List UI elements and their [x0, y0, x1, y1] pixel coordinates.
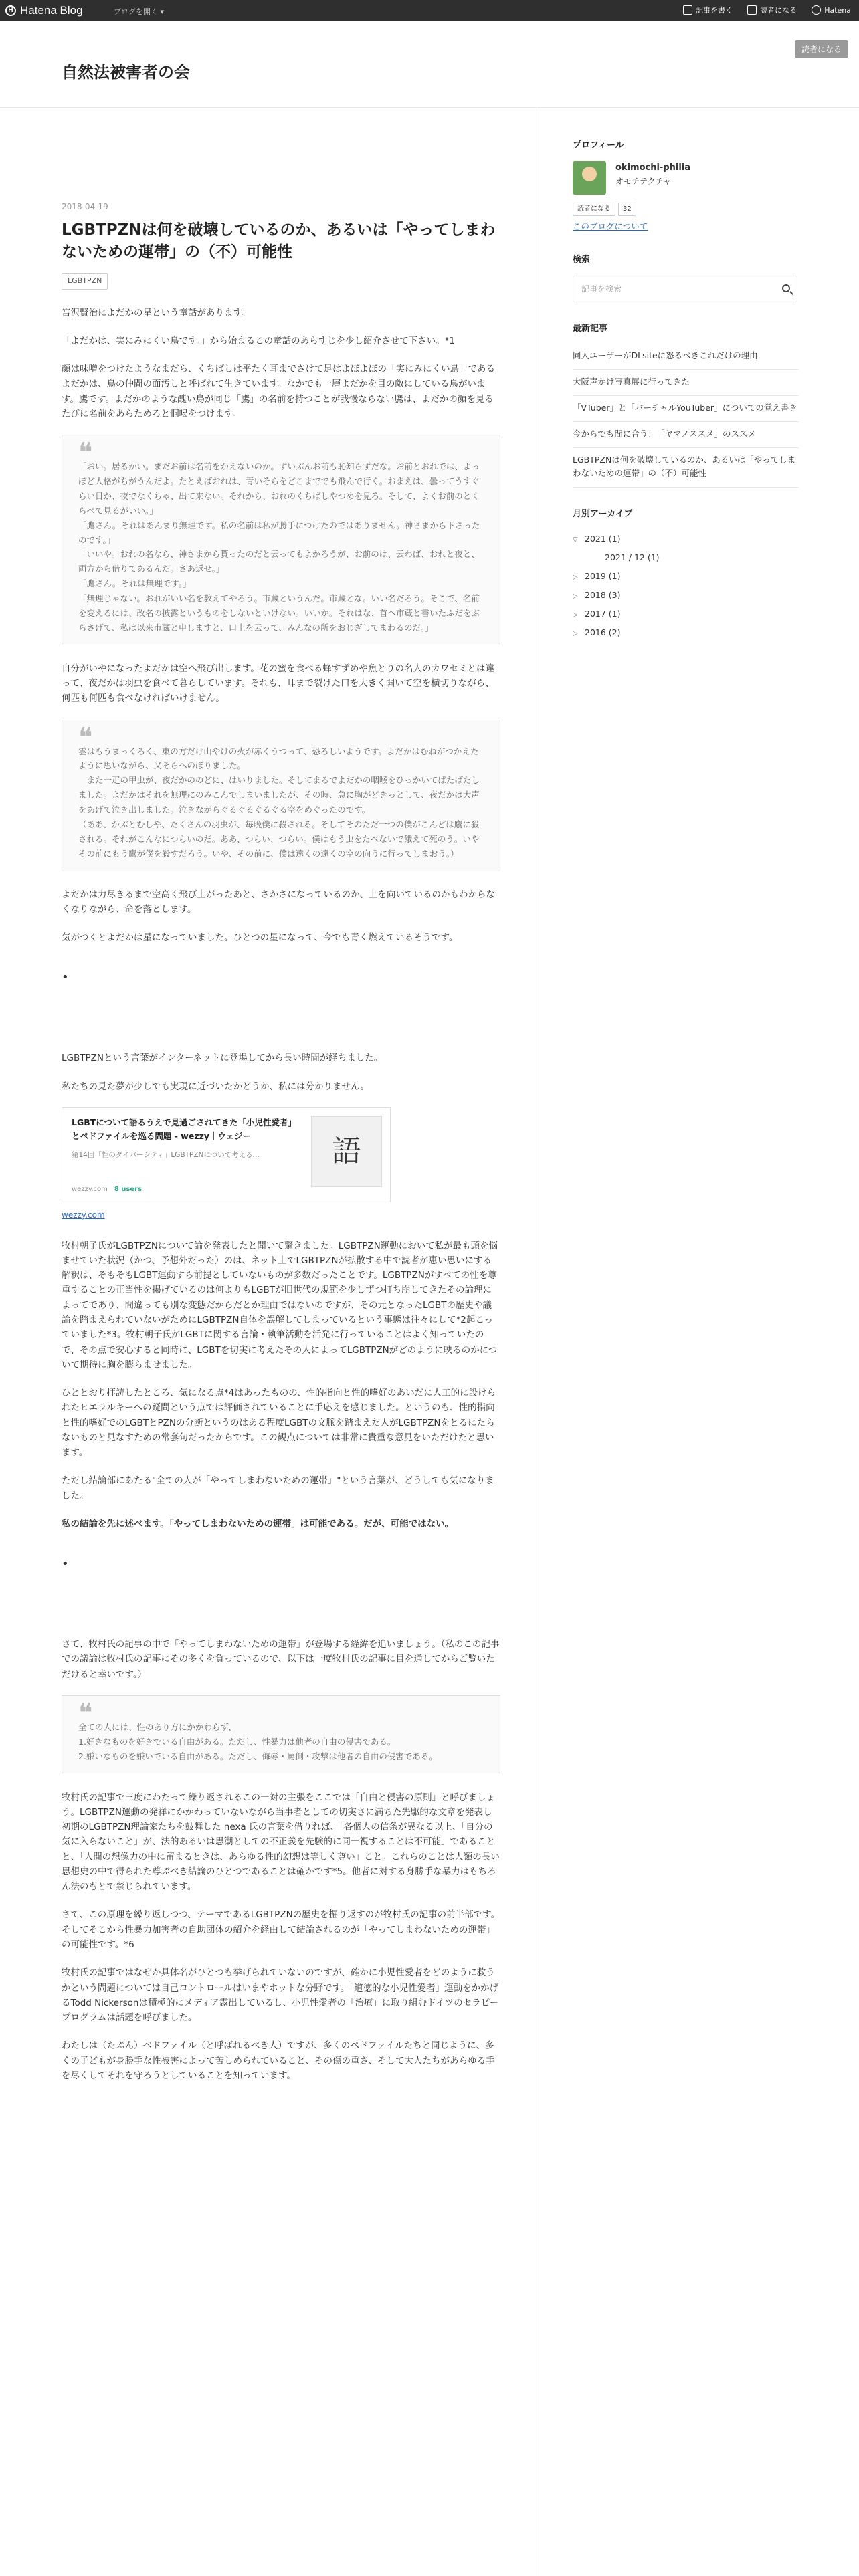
subscribe-button[interactable]: 読者になる: [795, 40, 848, 58]
about-blog-link[interactable]: このブログについて: [573, 221, 648, 231]
paragraph: ただし結論部にあたる"全ての人が「やってしまわないための運帯」"という言葉が、どうしても気になりました。: [62, 1475, 494, 1501]
recent-entry[interactable]: 大阪声かけ写真展に行ってきた: [573, 370, 799, 396]
module-heading: 最新記事: [573, 323, 608, 334]
blog-title[interactable]: 自然法被害者の会: [62, 63, 190, 82]
hatena-link[interactable]: Hatena: [812, 5, 851, 15]
paragraph: 宮沢賢治によだかの星という童話があります。: [62, 307, 251, 318]
global-nav: [683, 5, 851, 15]
reader-icon: [747, 5, 757, 15]
paragraph: 牧村氏の記事で三度にわたって繰り返されるこの一対の主張をここでは「自由と侵害の原則」と呼びましょう。LGBTPZN運動の発祥にかかわっていないながら当事者としての切実さに満ちた先駆的な文章を発表し初期のLGBTPZN理論家たちを鼓舞した nexa 氏の言葉を借りれば、「各個人の信条が異なる以上、「自分の気に入らないこと」が、法的あるいは思潮としての不正義を先験的に同一視することは不可能」であることと、「人間の想像力の中に留まるときは、あらゆる性的幻想は等しく尊い」こと。これらのことは人類の長い思想史の中で得られた尊ぶべき結論のひとつであることは確かです*5。他者に対する身勝手な暴力はもちろん法のもとで禁じられています。: [62, 1792, 500, 1893]
profile-reader-button[interactable]: 読者になる: [573, 203, 615, 216]
paragraph: さて、この原理を繰り返しつつ、テーマであるLGBTPZNの歴史を掘り返すのが牧村氏の記事の前半部です。そしてそこから性暴力加害者の自助団体の紹介を経由して結論されるのが「やってしまわないための運帯」の可能性です。*6: [62, 1909, 500, 1950]
blockquote: ❝ 「おい。居るかい。まだお前は名前をかえないのか。ずいぶんお前も恥知らずだな。お前とおれでは、よっぽど人格がちがうんだよ。たとえばおれは、青いそらをどこまででも飛んで行く。おまえは、曇ってうすぐらい日か、夜でなくちゃ、出て来ない。それから、おれのくちばしやつめを見ろ。そして、よくお前のとくらべて見るがいい。」 「鷹さん。それはあんまり無理です。私の名前は私が勝手につけたのではありません。神さまから下さったのです。」 「いいや。おれの名なら、神さまから貰ったのだと云ってもよかろうが、お前のは、云わば、おれと夜と、両方から借りてあるんだ。さあ返せ。」 「鷹さん。それは無理です。」 「無理じゃない。おれがいい名を教えてやろう。市蔵というんだ。市蔵とな。いい名だろう。そこで、名前を変えるには、改名の披露というものをしないといけない。いいか。それはな、首へ市蔵と書いたふだをぶらさげて、私は以来市蔵と申しますと、口上を云って、みんなの所をおじぎしてまわるのだ。」: [62, 435, 500, 645]
quote-icon: ❝: [78, 437, 93, 469]
paragraph: 牧村朝子氏がLGBTPZNについて論を発表したと聞いて驚きました。LGBTPZN運動において私が最も頭を悩ませていた状況（かつ、予想外だった）のは、ネット上でLGBTPZNが拡散する中で読者が恵い思いにする解釈は、そもそもLGBT運動すら前提としていないものが多数だったことです。LGBTPZNがすべての性を尊重することの正当性を掲げているのは何よりもLGBTが旧世代の規範を少しずつ打ち崩してきたその論理によってであり、間違っても別な変態だからだとか理由ではないのですが、その元となったLGBTの歴史や議論を踏まえられていないがためにLGBTPZN自体を誤解してしまっているという事態は往々にして*2起こっていました*3。牧村朝子氏がLGBTに関する言論・執筆活動を活発に行っていることはよく知っていたので、その点で安心すると同時に、LGBTを切実に考えたその人によってLGBTPZNがどのように映るのかについて期待に胸を膨らませました。: [62, 1240, 498, 1370]
archive-module: [573, 508, 799, 642]
profile-subtitle: オモチテクチャ: [615, 176, 672, 186]
archive-year[interactable]: ▷ 2016 (2): [573, 623, 799, 642]
global-header: [0, 0, 859, 21]
chevron-right-icon[interactable]: ▷: [573, 593, 578, 601]
logo-text: Hatena Blog: [20, 4, 83, 17]
paragraph: 「よだかは、実にみにくい鳥です。」から始まるこの童話のあらすじを少し紹介させて下さい。*1: [62, 335, 456, 346]
article: [62, 201, 500, 2097]
paragraph: 私の結論を先に述べます。「やってしまわないための運帯」は可能である。だが、可能ではない。: [62, 1518, 454, 1529]
section-separator: •: [62, 970, 69, 985]
article-title[interactable]: LGBTPZNは何を破壊しているのか、あるいは「やってしまわないための運帯」の（不）可能性: [62, 221, 496, 261]
quote-icon: ❝: [78, 722, 93, 753]
paragraph: わたしは（たぶん）ペドファイル（と呼ばれるべき人）ですが、多くのペドファイルたちと同じように、多くの子どもが身勝手な性被害によって苦しめられていること、その傷の重さ、そして大人たちがあらゆる手を尽くしてそれを守ろうとしていることを知っています。: [62, 2040, 495, 2081]
reader-link[interactable]: 読者になる: [747, 5, 797, 15]
card-description: 第14回「性のダイバーシティ」LGBTPZNについて考える...: [72, 1150, 260, 1159]
bookmark-count[interactable]: 8 users: [114, 1185, 142, 1193]
card-footer: wezzy.com 8 users: [72, 1185, 142, 1193]
card-title: LGBTについて語るうえで見過ごされてきた「小児性愛者」とペドファイルを巡る問題 - wezzy｜ウェジー: [72, 1117, 297, 1141]
search-icon[interactable]: [782, 284, 790, 292]
profile-module: [573, 139, 799, 233]
blog-menu-dropdown[interactable]: ブログを開く ▾: [114, 7, 165, 16]
hatena-blog-logo[interactable]: [5, 4, 83, 17]
module-heading: 月別アーカイブ: [573, 509, 633, 520]
chevron-right-icon[interactable]: ▷: [573, 574, 578, 582]
recent-entry[interactable]: 同人ユーザーがDLsiteに怒るべきこれだけの理由: [573, 344, 799, 370]
module-heading: 検索: [573, 254, 591, 265]
recent-entry[interactable]: LGBTPZNは何を破壊しているのか、あるいは「やってしまわないための運帯」の（不）可能性: [573, 448, 799, 488]
paragraph: ひととおり拝読したところ、気になる点*4はあったものの、性的指向と性的嗜好のあいだに人工的に設けられたヒエラルキーへの疑問という点では評価されていることに手応えを感じました。というのも、性的指向と性的嗜好でのLGBTとPZNの分断というのはある程度LGBTの文脈を踏まえた人がLGBTPZNをとるにたらないものと見なすための常套句だったからです。この観点については非常に貴重な意見をいただけたと思います。: [62, 1388, 496, 1459]
module-heading: プロフィール: [573, 140, 624, 150]
paragraph: 顔は味噌をつけたようなまだら、くちばしは平たく耳までさけて足はよぼよぼの「実にみにくい鳥」であるよだかは、鳥の仲間の面汚しと呼ばれて生きています。なかでも一層よだかを目の敵にしている鳥がいます。鷹です。よだかのような醜い鳥が同じ「鷹」の名前を持つことが我慢ならない鷹は、よだかの顔を見るたびに名前をあらためろと恫喝をつけます。: [62, 364, 495, 419]
paragraph: 気がつくとよだかは星になっていました。ひとつの星になって、今でも青く燃えているそうです。: [62, 932, 458, 944]
search-module: [573, 253, 799, 302]
section-separator: •: [62, 1557, 69, 1572]
category-tag[interactable]: LGBTPZN: [62, 273, 108, 289]
paragraph: LGBTPZNという言葉がインターネットに登場してから長い時間が経ちました。: [62, 1053, 383, 1064]
reader-count: 32: [618, 203, 636, 216]
search-input[interactable]: 記事を検索: [573, 276, 797, 302]
chevron-down-icon[interactable]: ▽: [573, 536, 578, 544]
blockquote: ❝ 全ての人には、性のあり方にかかわらず、 1.好きなものを好きでいる自由がある。ただし、性暴力は他者の自由の侵害である。 2.嫌いなものを嫌いでいる自由がある。ただし、侮辱・罵倒・攻撃は他者の自由の侵害である。: [62, 1695, 500, 1774]
paragraph: 自分がいやになったよだかは空へ飛び出します。花の蜜を食べる蜂すずめや魚とりの名人のカワセミとは違って、夜だかは羽虫を食べて暮らしています。それも、耳まで裂けた口を大きく開いて空を横切りながら、何匹も何匹も食べなければいけません。: [62, 663, 495, 704]
paragraph: よだかは力尽きるまで空高く飛び上がったあと、さかさになっているのか、上を向いているのかもわからなくなりながら、命を落とします。: [62, 889, 495, 915]
chevron-right-icon[interactable]: ▷: [573, 611, 578, 619]
card-source-link[interactable]: wezzy.com: [62, 1210, 105, 1220]
pencil-icon: [683, 5, 692, 15]
archive-year[interactable]: ▷ 2018 (3): [573, 586, 799, 605]
blog-header: [0, 21, 859, 108]
write-article-link[interactable]: 記事を書く: [683, 5, 733, 15]
archive-month[interactable]: 2021 / 12 (1): [605, 552, 660, 563]
hatena-logo-icon: H: [5, 5, 16, 16]
paragraph: さて、牧村氏の記事の中で「やってしまわないための運帯」が登場する経緯を追いましょう。（私のこの記事での議論は牧村氏の記事にその多くを負っているので、以下は一度牧村氏の記事に目を通してからご覧いただけると幸いです。）: [62, 1639, 500, 1680]
article-date[interactable]: 2018-04-19: [62, 202, 108, 211]
recent-entry[interactable]: 今からでも間に合う！「ヤマノススメ」のススメ: [573, 422, 799, 448]
avatar[interactable]: [573, 161, 606, 195]
paragraph: 牧村氏の記事ではなぜか具体名がひとつも挙げられていないのですが、確かに小児性愛者をどのように救うかという問題については自己コントロールはいまやホットな分野です。「道徳的な小児性愛者」運動をかかげるTodd Nickersonは積極的にメディア露出しているし、小児性愛者の「治療」に取り組むドイツのセラピープログラムは話題を呼びました。: [62, 1967, 499, 2024]
archive-year[interactable]: ▷ 2019 (1): [573, 567, 799, 586]
archive-year[interactable]: ▽ 2021 (1): [573, 530, 799, 548]
chevron-right-icon[interactable]: ▷: [573, 630, 578, 638]
sidebar: [573, 139, 799, 662]
profile-name[interactable]: okimochi-philia: [615, 162, 691, 173]
archive-year[interactable]: ▷ 2017 (1): [573, 605, 799, 623]
paragraph: 私たちの見た夢が少しでも実現に近づいたかどうか、私には分かりません。: [62, 1081, 369, 1092]
quote-icon: ❝: [78, 1697, 93, 1729]
card-thumbnail: 語: [311, 1116, 382, 1187]
recent-entries-module: [573, 322, 799, 488]
hatena-icon: [812, 5, 821, 15]
embed-link-card[interactable]: [62, 1107, 391, 1202]
recent-entry[interactable]: 「VTuber」と「バーチャルYouTuber」についての覚え書き: [573, 396, 799, 422]
blockquote: ❝ 雲はもうまっくろく、東の方だけ山やけの火が赤くうつって、恐ろしいようです。よだかはむねがつかえたように思いながら、又そらへのぼりました。 また一疋の甲虫が、夜だかののどに、はいりました。そしてまるでよだかの咽喉をひっかいてばたばたしました。よだかはそれを無理にのみこんでしまいましたが、その時、急に胸がどきっとして、夜だかは大声をあげて泣き出しました。泣きながらぐるぐるぐるぐる空をめぐったのです。 （ああ、かぶとむしや、たくさんの羽虫が、毎晩僕に殺される。そしてそのただ一つの僕がこんどは鷹に殺される。それがこんなにつらいのだ。ああ、つらい、つらい。僕はもう虫をたべないで餓えて死のう。いやその前にもう鷹が僕を殺すだろう。いや、その前に、僕は遠くの遠くの空の向うに行ってしまおう。）: [62, 720, 500, 871]
